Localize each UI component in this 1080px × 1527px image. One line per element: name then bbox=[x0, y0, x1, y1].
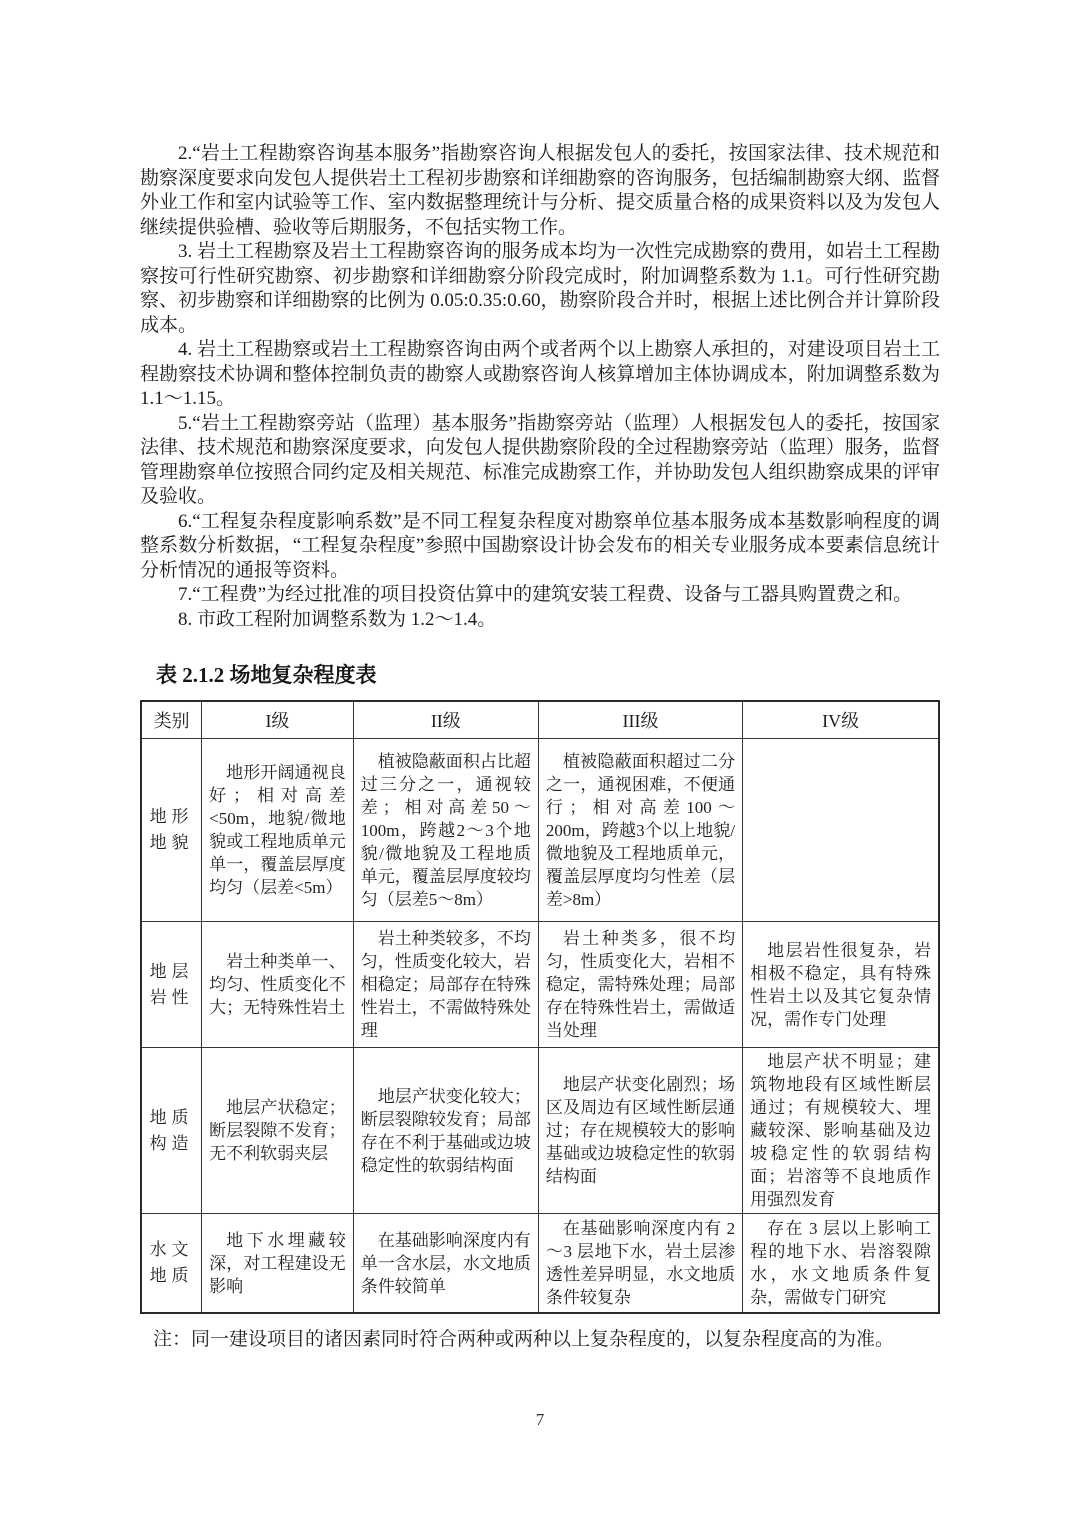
body-paragraphs bbox=[140, 142, 940, 632]
table-cell: 地层产状变化较大；断层裂隙较发育；局部存在不利于基础或边坡稳定性的软弱结构面 bbox=[353, 1048, 538, 1214]
paragraph-3: 3. 岩土工程勘察及岩土工程勘察咨询的服务成本均为一次性完成勘察的费用，如岩土工程勘察按可行性研究勘察、初步勘察和详细勘察分阶段完成时，附加调整系数为 1.1。可行性研究勘察、初步勘察和详细勘察的比例为 0.05:0.35:0.60，勘察阶段合并时，根据上述比例合并计算阶段成本。 bbox=[140, 241, 940, 336]
page-number: 7 bbox=[535, 1410, 545, 1429]
paragraph-8: 8. 市政工程附加调整系数为 1.2～1.4。 bbox=[178, 608, 497, 630]
table-cell: 岩土种类单一、均匀、性质变化不大；无特殊性岩土 bbox=[202, 922, 354, 1048]
column-header-grade-2: II级 bbox=[353, 701, 538, 739]
table-row-terrain bbox=[141, 739, 939, 922]
table-title: 表 2.1.2 场地复杂程度表 bbox=[156, 663, 377, 687]
row-category: 地质构造 bbox=[141, 1048, 202, 1214]
table-header-row bbox=[141, 701, 939, 739]
paragraph-6: 6.“工程复杂程度影响系数”是不同工程复杂程度对勘察单位基本服务成本基数影响程度的调整系数分析数据，“工程复杂程度”参照中国勘察设计协会发布的相关专业服务成本要素信息统计分析情况的通报等资料。 bbox=[140, 510, 940, 581]
table-note: 注：同一建设项目的诸因素同时符合两种或两种以上复杂程度的，以复杂程度高的为准。 bbox=[153, 1329, 895, 1350]
table-cell: 地层岩性很复杂，岩相极不稳定，具有特殊性岩土以及其它复杂情况，需作专门处理 bbox=[743, 922, 939, 1048]
paragraph-4: 4. 岩土工程勘察或岩土工程勘察咨询由两个或者两个以上勘察人承担的，对建设项目岩土工程勘察技术协调和整体控制负责的勘察人或勘察咨询人核算增加主体协调成本，附加调整系数为 1.1～1.15。 bbox=[140, 339, 940, 409]
table-cell: 植被隐蔽面积占比超过三分之一，通视较差；相对高差50～100m，跨越2～3个地貌/微地貌及工程地质单元，覆盖层厚度较均匀（层差5～8m） bbox=[353, 739, 538, 922]
table-cell: 地下水埋藏较深，对工程建设无影响 bbox=[202, 1214, 354, 1314]
table-cell: 存在 3 层以上影响工程的地下水、岩溶裂隙水，水文地质条件复杂，需做专门研究 bbox=[743, 1214, 939, 1314]
paragraph-2: 2.“岩土工程勘察咨询基本服务”指勘察咨询人根据发包人的委托，按国家法律、技术规范和勘察深度要求向发包人提供岩土工程初步勘察和详细勘察的咨询服务，包括编制勘察大纲、监督外业工作和室内试验等工作、室内数据整理统计与分析、提交质量合格的成果资料以及为发包人继续提供验槽、验收等后期服务，不包括实物工作。 bbox=[140, 143, 940, 238]
site-complexity-table bbox=[140, 700, 940, 1314]
column-header-grade-4: IV级 bbox=[743, 701, 939, 739]
table-cell: 植被隐蔽面积超过二分之一，通视困难，不便通行；相对高差100～200m，跨越3个以上地貌/微地貌及工程地质单元，覆盖层厚度均匀性差（层差>8m） bbox=[538, 739, 742, 922]
table-cell: 地层产状不明显；建筑物地段有区域性断层通过；有规模较大、埋藏较深、影响基础及边坡稳定性的软弱结构面；岩溶等不良地质作用强烈发育 bbox=[743, 1048, 939, 1214]
row-category: 地层岩性 bbox=[141, 922, 202, 1048]
table-cell: 岩土种类多，很不均匀，性质变化大，岩相不稳定，需特殊处理；局部存在特殊性岩土，需做适当处理 bbox=[538, 922, 742, 1048]
table-cell: 岩土种类较多，不均匀，性质变化较大，岩相稳定；局部存在特殊性岩土，不需做特殊处理 bbox=[353, 922, 538, 1048]
table-cell bbox=[743, 739, 939, 922]
table-row-structure bbox=[141, 1048, 939, 1214]
row-category: 水文地质 bbox=[141, 1214, 202, 1314]
paragraph-5: 5.“岩土工程勘察旁站（监理）基本服务”指勘察旁站（监理）人根据发包人的委托，按国家法律、技术规范和勘察深度要求，向发包人提供勘察阶段的全过程勘察旁站（监理）服务，监督管理勘察单位按照合同约定及相关规范、标准完成勘察工作，并协助发包人组织勘察成果的评审及验收。 bbox=[140, 412, 940, 507]
table-cell: 地层产状变化剧烈；场区及周边有区域性断层通过；存在规模较大的影响基础或边坡稳定性的软弱结构面 bbox=[538, 1048, 742, 1214]
column-header-category: 类别 bbox=[141, 701, 202, 739]
column-header-grade-3: III级 bbox=[538, 701, 742, 739]
paragraph-7: 7.“工程费”为经过批准的项目投资估算中的建筑安装工程费、设备与工器具购置费之和。 bbox=[178, 584, 913, 605]
row-category: 地形地貌 bbox=[141, 739, 202, 922]
table-cell: 地层产状稳定；断层裂隙不发育；无不利软弱夹层 bbox=[202, 1048, 354, 1214]
table-cell: 在基础影响深度内有 2～3 层地下水，岩土层渗透性差异明显，水文地质条件较复杂 bbox=[538, 1214, 742, 1314]
column-header-grade-1: I级 bbox=[202, 701, 354, 739]
table-row-hydrogeology bbox=[141, 1214, 939, 1314]
table-cell: 在基础影响深度内有单一含水层，水文地质条件较简单 bbox=[353, 1214, 538, 1314]
table-cell: 地形开阔通视良好；相对高差<50m，地貌/微地貌或工程地质单元单一，覆盖层厚度均匀（层差<5m） bbox=[202, 739, 354, 922]
table-row-lithology bbox=[141, 922, 939, 1048]
